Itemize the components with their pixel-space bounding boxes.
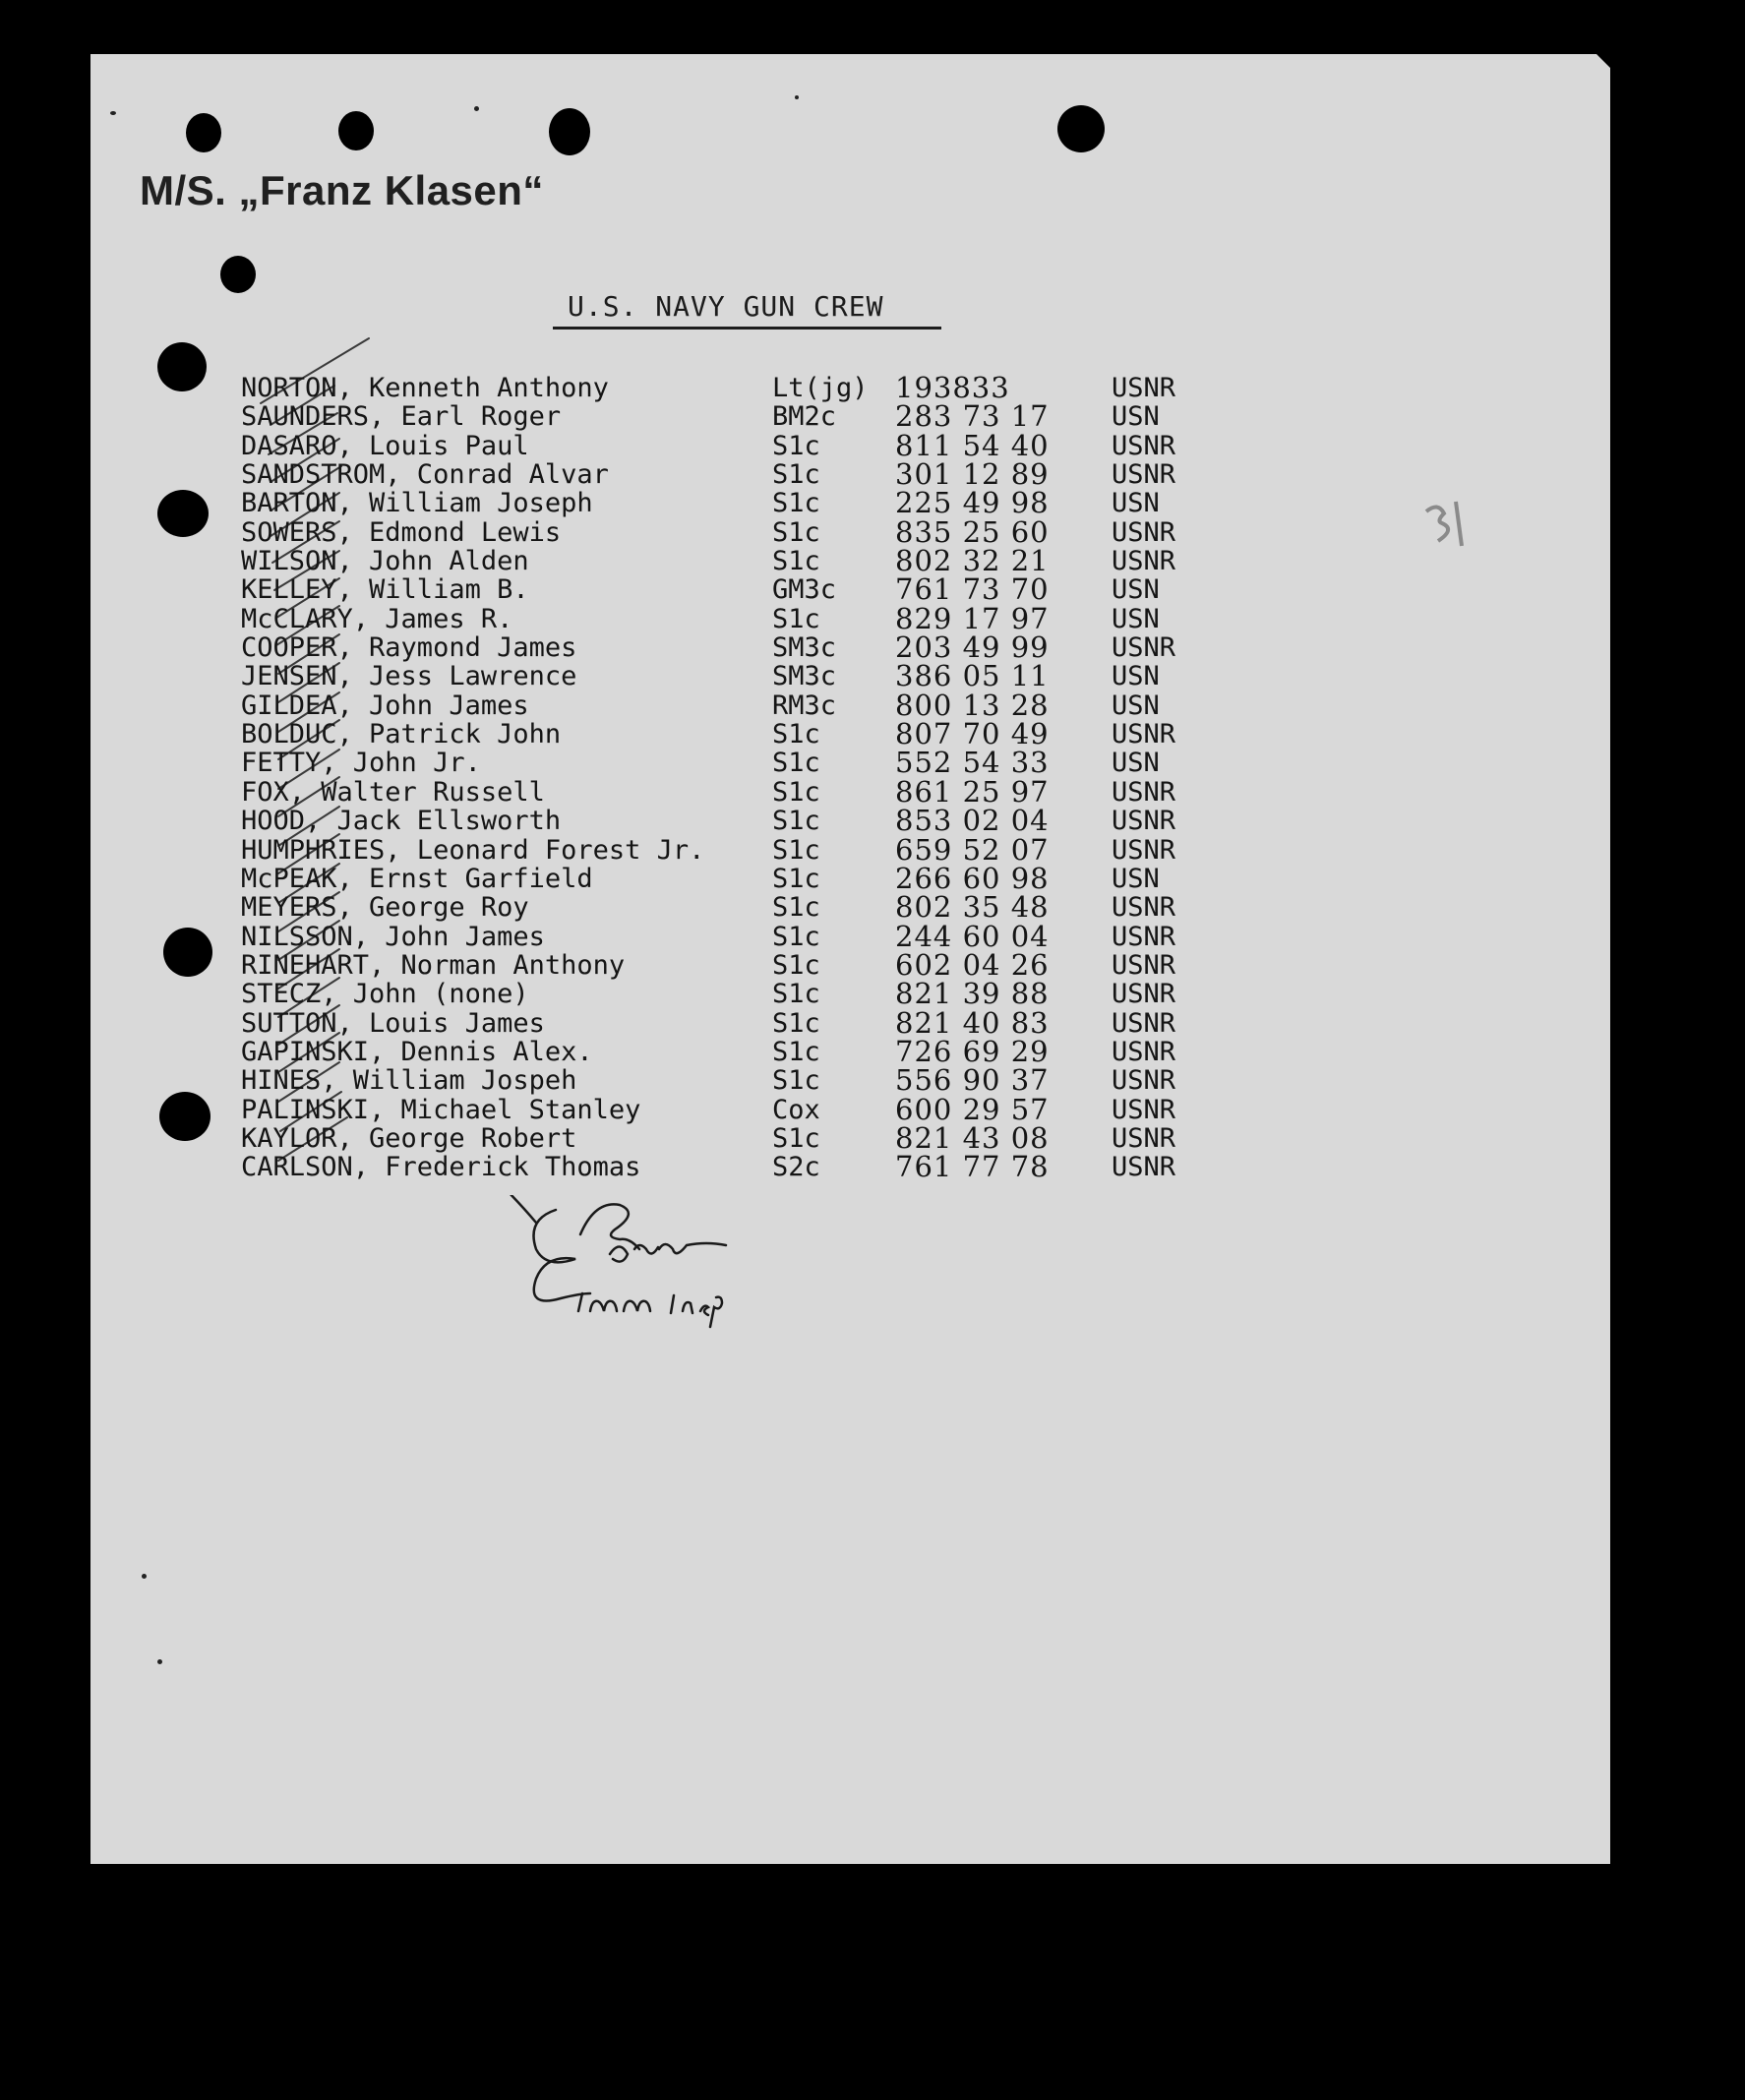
roster-row [241, 832, 1284, 867]
crew-branch: USN [1112, 661, 1160, 692]
roster-row [241, 601, 1284, 635]
roster-row [241, 919, 1284, 953]
crew-branch: USN [1112, 863, 1160, 894]
crew-service-number: 800 13 28 [895, 688, 1050, 722]
crew-name: DASARO, Louis Paul [241, 430, 529, 461]
crew-name: JENSEN, Jess Lawrence [241, 661, 577, 692]
crew-name: McCLARY, James R. [241, 603, 513, 634]
crew-rate: S1c [772, 430, 820, 461]
crew-name: McPEAK, Ernst Garfield [241, 863, 593, 894]
crew-branch: USNR [1112, 516, 1176, 548]
crew-service-number: 602 04 26 [895, 947, 1050, 982]
crew-rate: S1c [772, 459, 820, 491]
crew-branch: USN [1112, 574, 1160, 606]
crew-branch: USNR [1112, 776, 1176, 808]
crew-service-number: 821 39 88 [895, 977, 1050, 1011]
crew-branch: USNR [1112, 979, 1176, 1010]
roster-row [241, 544, 1284, 578]
roster-row [241, 428, 1284, 462]
crew-service-number: 861 25 97 [895, 774, 1050, 809]
speck [474, 106, 479, 111]
ship-stamp: M/S. „Franz Klasen“ [140, 167, 544, 213]
crew-service-number: 283 73 17 [895, 399, 1050, 434]
crew-branch: USNR [1112, 892, 1176, 924]
crew-service-number: 552 54 33 [895, 746, 1050, 780]
punch-hole [1057, 105, 1105, 152]
crew-rate: S2c [772, 1152, 820, 1183]
crew-name: GILDEA, John James [241, 690, 529, 721]
crew-name: NORTON, Kenneth Anthony [241, 373, 609, 403]
crew-rate: Cox [772, 1094, 820, 1125]
crew-rate: BM2c [772, 401, 837, 433]
crew-branch: USN [1112, 748, 1160, 779]
crew-name: HINES, William Jospeh [241, 1065, 577, 1097]
speck [110, 111, 116, 115]
document-title: U.S. NAVY GUN CREW [553, 290, 941, 330]
crew-name: COOPER, Raymond James [241, 632, 577, 664]
crew-branch: USNR [1112, 1094, 1176, 1125]
crew-name: FETTY, John Jr. [241, 748, 481, 779]
crew-name: CARLSON, Frederick Thomas [241, 1152, 641, 1183]
crew-name: KELLEY, William B. [241, 574, 529, 606]
crew-branch: USNR [1112, 1122, 1176, 1154]
crew-name: NILSSON, John James [241, 921, 545, 952]
crew-rate: S1c [772, 488, 820, 519]
crew-name: GAPINSKI, Dennis Alex. [241, 1036, 593, 1067]
crew-roster [241, 371, 1284, 1184]
crew-service-number: 659 52 07 [895, 832, 1050, 867]
crew-rate: S1c [772, 516, 820, 548]
roster-row [241, 947, 1284, 982]
crew-service-number: 802 35 48 [895, 890, 1050, 925]
crew-branch: USNR [1112, 373, 1176, 403]
punch-hole [549, 108, 590, 155]
roster-row [241, 659, 1284, 693]
roster-row [241, 399, 1284, 434]
crew-name: RINEHART, Norman Anthony [241, 949, 626, 981]
margin-note-31 [1416, 487, 1485, 556]
crew-service-number: 193833 [895, 371, 1010, 404]
crew-service-number: 807 70 49 [895, 717, 1050, 751]
crew-branch: USNR [1112, 806, 1176, 837]
signature [502, 1195, 826, 1343]
roster-row [241, 861, 1284, 895]
crew-branch: USN [1112, 401, 1160, 433]
crew-name: MEYERS, George Roy [241, 892, 529, 924]
crew-rate: S1c [772, 719, 820, 750]
punch-hole [157, 342, 207, 391]
punch-hole [186, 113, 221, 152]
crew-service-number: 225 49 98 [895, 486, 1050, 520]
crew-service-number: 386 05 11 [895, 659, 1050, 693]
crew-name: WILSON, John Alden [241, 546, 529, 577]
crew-service-number: 853 02 04 [895, 804, 1050, 838]
roster-row [241, 746, 1284, 780]
crew-rate: SM3c [772, 661, 837, 692]
crew-service-number: 556 90 37 [895, 1063, 1050, 1098]
punch-hole [220, 256, 256, 293]
roster-row [241, 1150, 1284, 1184]
punch-hole [338, 111, 374, 150]
crew-rate: RM3c [772, 690, 837, 721]
roster-row [241, 1092, 1284, 1126]
crew-rate: S1c [772, 834, 820, 866]
crew-name: FOX, Walter Russell [241, 776, 545, 808]
roster-row [241, 486, 1284, 520]
roster-row [241, 890, 1284, 925]
crew-service-number: 244 60 04 [895, 919, 1050, 953]
crew-service-number: 203 49 99 [895, 630, 1050, 665]
roster-row [241, 977, 1284, 1011]
roster-row [241, 1063, 1284, 1098]
roster-row [241, 371, 1284, 404]
crew-name: BOLDUC, Patrick John [241, 719, 562, 750]
crew-branch: USNR [1112, 1007, 1176, 1039]
crew-service-number: 266 60 98 [895, 861, 1050, 895]
speck [142, 1574, 147, 1579]
roster-row [241, 717, 1284, 751]
roster-row [241, 774, 1284, 809]
crew-branch: USN [1112, 603, 1160, 634]
crew-branch: USN [1112, 488, 1160, 519]
crew-branch: USNR [1112, 430, 1176, 461]
crew-branch: USNR [1112, 1065, 1176, 1097]
crew-branch: USNR [1112, 949, 1176, 981]
crew-service-number: 802 32 21 [895, 544, 1050, 578]
roster-row [241, 804, 1284, 838]
crew-service-number: 761 77 78 [895, 1150, 1050, 1184]
roster-row [241, 1034, 1284, 1068]
crew-rate: S1c [772, 1122, 820, 1154]
roster-row [241, 688, 1284, 722]
roster-row [241, 630, 1284, 665]
crew-rate: S1c [772, 806, 820, 837]
crew-rate: SM3c [772, 632, 837, 664]
punch-hole [157, 490, 209, 537]
crew-name: SANDSTROM, Conrad Alvar [241, 459, 609, 491]
crew-name: HOOD, Jack Ellsworth [241, 806, 562, 837]
crew-service-number: 761 73 70 [895, 572, 1050, 607]
crew-branch: USNR [1112, 921, 1176, 952]
roster-row [241, 514, 1284, 549]
crew-name: SUTTON, Louis James [241, 1007, 545, 1039]
crew-rate: S1c [772, 776, 820, 808]
crew-rate: S1c [772, 1007, 820, 1039]
roster-row [241, 572, 1284, 607]
crew-rate: S1c [772, 1036, 820, 1067]
crew-rate: S1c [772, 748, 820, 779]
crew-name: SAUNDERS, Earl Roger [241, 401, 562, 433]
punch-hole [159, 1092, 211, 1141]
crew-branch: USNR [1112, 1152, 1176, 1183]
crew-rate: GM3c [772, 574, 837, 606]
crew-branch: USNR [1112, 459, 1176, 491]
crew-service-number: 811 54 40 [895, 428, 1050, 462]
crew-rate: S1c [772, 979, 820, 1010]
crew-branch: USNR [1112, 719, 1176, 750]
crew-service-number: 821 43 08 [895, 1120, 1050, 1155]
punch-hole [163, 928, 212, 977]
crew-name: STECZ, John (none) [241, 979, 529, 1010]
crew-rate: S1c [772, 949, 820, 981]
crew-name: BARTON, William Joseph [241, 488, 593, 519]
crew-branch: USNR [1112, 834, 1176, 866]
crew-rate: S1c [772, 863, 820, 894]
crew-rate: S1c [772, 921, 820, 952]
crew-name: HUMPHRIES, Leonard Forest Jr. [241, 834, 705, 866]
crew-rate: Lt(jg) [772, 373, 869, 403]
crew-service-number: 301 12 89 [895, 457, 1050, 492]
crew-branch: USNR [1112, 546, 1176, 577]
crew-rate: S1c [772, 892, 820, 924]
crew-branch: USNR [1112, 1036, 1176, 1067]
crew-service-number: 821 40 83 [895, 1005, 1050, 1040]
crew-name: PALINSKI, Michael Stanley [241, 1094, 641, 1125]
crew-name: SOWERS, Edmond Lewis [241, 516, 562, 548]
roster-row [241, 1120, 1284, 1155]
speck [157, 1659, 162, 1664]
crew-branch: USN [1112, 690, 1160, 721]
page-corner [1596, 54, 1610, 68]
crew-branch: USNR [1112, 632, 1176, 664]
speck [795, 95, 799, 99]
crew-service-number: 726 69 29 [895, 1034, 1050, 1068]
roster-row [241, 1005, 1284, 1040]
crew-service-number: 600 29 57 [895, 1092, 1050, 1126]
crew-rate: S1c [772, 546, 820, 577]
crew-service-number: 835 25 60 [895, 514, 1050, 549]
crew-name: KAYLOR, George Robert [241, 1122, 577, 1154]
crew-rate: S1c [772, 1065, 820, 1097]
crew-service-number: 829 17 97 [895, 601, 1050, 635]
roster-row [241, 457, 1284, 492]
crew-rate: S1c [772, 603, 820, 634]
